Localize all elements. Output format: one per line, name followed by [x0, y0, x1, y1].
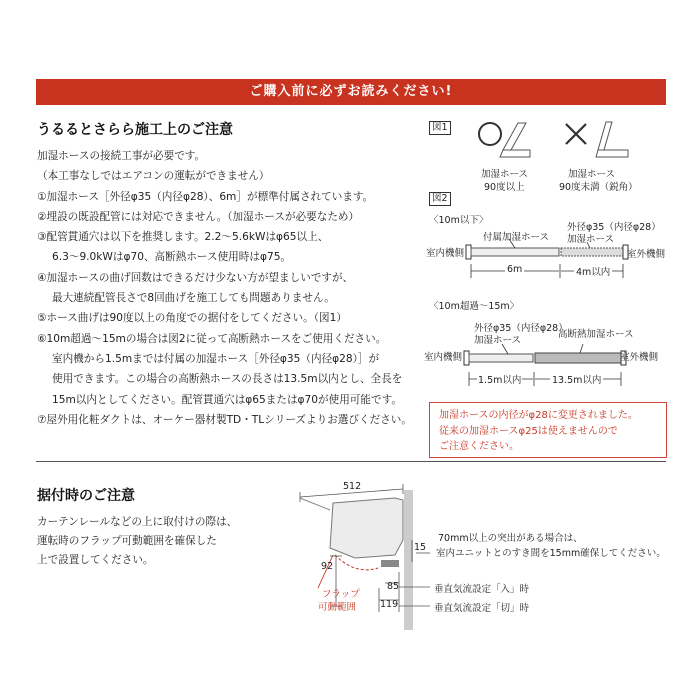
dim-92: 92	[321, 561, 334, 572]
case2-hose-label: 加湿ホース	[474, 335, 522, 346]
indoor-unit	[330, 498, 403, 558]
case2-title: 〈10m超過〜15m〉	[429, 301, 520, 312]
obtuse-bend-hose-icon	[503, 123, 526, 150]
notice-line: 従来の加湿ホースφ25は使えませんので	[439, 425, 618, 437]
fig1-ok-caption: 90度以上	[484, 182, 525, 193]
note-line: （本工事なしではエアコンの運転ができません）	[37, 170, 270, 183]
flap-range-label: フラップ	[322, 589, 360, 600]
case2-indoor-side: 室内機側	[424, 352, 463, 363]
read-before-purchase-banner: ご購入前に必ずお読みください!	[36, 79, 666, 105]
notice-line: ご注意ください。	[439, 441, 519, 452]
ng-cross-icon	[566, 124, 586, 144]
case1-indoor-side: 室内機側	[426, 248, 465, 259]
case2-length-1-5m: 1.5m以内	[477, 372, 522, 386]
fig1-ok-caption: 加湿ホース	[481, 169, 529, 180]
note-line: 6.3〜9.0kWはφ70、高断熱ホース使用時はφ75。	[52, 251, 292, 264]
dim-119: 119	[380, 599, 399, 610]
vertical-airflow-on-label: 垂直気流設定「入」時	[434, 584, 530, 595]
note-line: 加湿ホースの接続工事が必要です。	[37, 150, 206, 162]
flap-range-label: 可動範囲	[318, 602, 357, 613]
case1-title: 〈10m以下〉	[429, 215, 489, 226]
construction-notes-title: うるるとさらら施工上のご注意	[37, 122, 233, 138]
case2-insulated-hose-label: 高断熱加湿ホース	[558, 329, 634, 340]
case1-attached-hose-label: 付属加湿ホース	[483, 232, 550, 243]
note-line: ④加湿ホースの曲げ回数はできるだけ少ない方が望ましいですが、	[37, 271, 354, 284]
figure2-label: 図2	[429, 192, 451, 206]
fig1-ng-caption: 加湿ホース	[568, 169, 616, 180]
case1-length-6m: 6m	[507, 264, 523, 275]
case2-outer-diameter-label: 外径φ35（内径φ28）	[474, 323, 568, 334]
dim-width-512: 512	[343, 481, 362, 492]
case2-length-13-5m: 13.5m以内	[550, 372, 603, 386]
note-line: ③配管貫通穴は以下を推奨します。2.2〜5.6kWはφ65以上、	[37, 231, 329, 244]
fig1-ng-caption: 90度未満（鋭角）	[559, 182, 638, 193]
note-line: 室内機から1.5mまでは付属の加湿ホース［外径φ35（内径φ28）］が	[52, 352, 380, 365]
acute-bend-hose-icon	[598, 122, 612, 150]
note-line: ⑤ホース曲げは90度以上の角度での据付をしてください。（図1）	[37, 312, 347, 325]
case1-length-4m: 4m以内	[574, 264, 612, 278]
vertical-airflow-off-label: 垂直気流設定「切」時	[434, 603, 530, 614]
note-line: ②埋設の既設配管には対応できません。（加湿ホースが必要なため）	[37, 210, 360, 223]
case2-outdoor-side: 室外機側	[620, 352, 659, 363]
note-line: ①加湿ホース［外径φ35（内径φ28）、6m］が標準付属されています。	[37, 190, 374, 203]
note-line: カーテンレールなどの上に取付けの際は、	[37, 516, 238, 528]
figure1-label: 図1	[429, 121, 451, 135]
notice-line: 加湿ホースの内径がφ28に変更されました。	[439, 410, 638, 421]
dim-85: 85	[387, 581, 400, 592]
note-line: ⑦屋外用化粧ダクトは、オーケー器材製TD・TLシリーズよりお選びください。	[37, 413, 412, 426]
case1-hose-label: 加湿ホース	[567, 234, 615, 245]
protrusion-note: 70mm以上の突出がある場合は、	[438, 533, 583, 544]
note-line: 上で設置してください。	[37, 554, 154, 566]
note-line: 使用できます。この場合の高断熱ホースの長さは13.5m以内とし、全長を	[52, 373, 403, 386]
note-line: 運転時のフラップ可動範囲を確保した	[37, 535, 217, 547]
curtain-rail	[381, 560, 399, 567]
note-line: ⑥10m超過〜15mの場合は図2に従って高断熱ホースをご使用ください。	[37, 332, 387, 345]
ok-circle-icon	[479, 123, 501, 145]
protrusion-note: 室内ユニットとのすき間を15mm確保してください。	[436, 548, 666, 559]
installation-notes-body	[37, 513, 237, 570]
inner-diameter-change-notice	[429, 402, 667, 458]
note-line: 15m以内としてください。配管貫通穴はφ65またはφ70が使用可能です。	[52, 393, 402, 406]
dim-15: 15	[414, 542, 427, 553]
case1-outer-diameter-label: 外径φ35（内径φ28）	[567, 222, 661, 233]
installation-notes-title: 据付時のご注意	[37, 488, 135, 504]
note-line: 最大連続配管長さで8回曲げを施工しても問題ありません。	[52, 292, 335, 305]
case1-outdoor-side: 室外機側	[627, 249, 666, 260]
